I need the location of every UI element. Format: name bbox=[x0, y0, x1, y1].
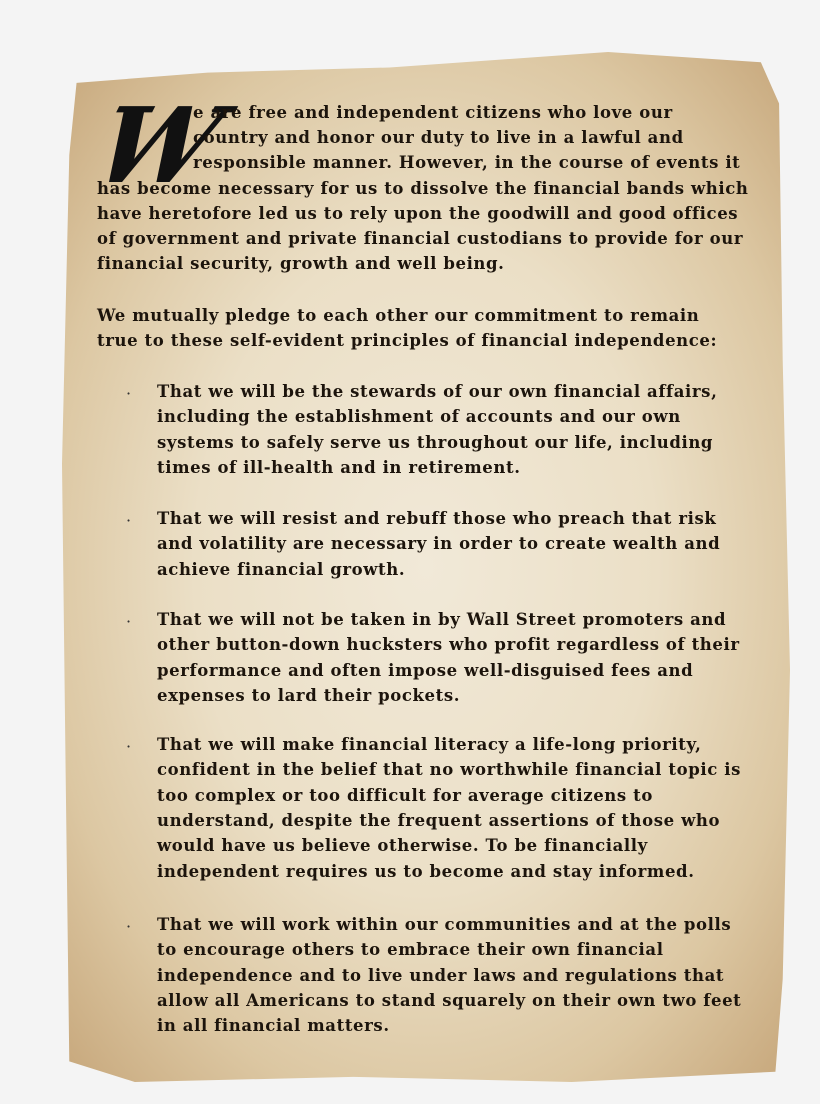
principle-line: independent requires us to become and stay informed. bbox=[157, 861, 695, 881]
principle-line: understand, despite the frequent assertions of those who bbox=[157, 810, 721, 830]
principle-line: would have us believe otherwise. To be financially bbox=[157, 836, 648, 856]
intro-line: e are free and independent citizens who love our bbox=[193, 103, 673, 122]
intro-line: responsible manner. However, in the course of events it bbox=[193, 153, 741, 173]
bullet-marker: · bbox=[126, 511, 132, 530]
bullet-marker: · bbox=[126, 917, 132, 936]
intro-line: country and honor our duty to live in a lawful and bbox=[193, 128, 684, 148]
principle-line: achieve financial growth. bbox=[157, 559, 406, 579]
principle-line: times of ill-health and in retirement. bbox=[157, 457, 521, 477]
bullet-marker: · bbox=[126, 384, 132, 403]
bullet-marker: · bbox=[126, 737, 132, 756]
principle-line: expenses to lard their pockets. bbox=[157, 685, 461, 705]
principle-line: in all financial matters. bbox=[157, 1016, 390, 1036]
principle-line: That we will work within our communities and at the polls bbox=[157, 915, 732, 934]
principle-line: That we will resist and rebuff those who preach that risk bbox=[157, 509, 717, 528]
principle-line: too complex or too difficult for average citizens to bbox=[157, 785, 653, 805]
principle-line: systems to safely serve us throughout our life, including bbox=[157, 432, 714, 452]
intro-line: of government and private financial custodians to provide for our bbox=[97, 229, 744, 248]
principle-line: other button-down hucksters who profit regardless of their bbox=[157, 635, 740, 655]
drop-cap: W bbox=[80, 84, 237, 207]
intro-line: has become necessary for us to dissolve the financial bands which bbox=[97, 178, 749, 198]
intro-line: financial security, growth and well being. bbox=[97, 254, 505, 274]
principle-line: allow all Americans to stand squarely on their own two feet bbox=[157, 990, 742, 1010]
principle-line: confident in the belief that no worthwhile financial topic is bbox=[157, 760, 741, 780]
principle-line: That we will be the stewards of our own financial affairs, bbox=[157, 382, 718, 401]
pledge-line: true to these self-evident principles of financial independence: bbox=[97, 331, 718, 351]
principle-line: performance and often impose well-disguised fees and bbox=[157, 660, 694, 680]
principle-line: including the establishment of accounts and our own bbox=[157, 407, 681, 427]
bullet-marker: · bbox=[126, 612, 132, 631]
principle-line: That we will make financial literacy a life-long priority, bbox=[157, 735, 702, 754]
principle-line: to encourage others to embrace their own financial bbox=[157, 940, 664, 960]
intro-line: have heretofore led us to rely upon the goodwill and good offices bbox=[97, 203, 739, 223]
principle-line: That we will not be taken in by Wall Street promoters and bbox=[157, 610, 727, 629]
principle-line: and volatility are necessary in order to create wealth and bbox=[157, 534, 721, 554]
principle-line: independence and to live under laws and regulations that bbox=[157, 965, 725, 985]
pledge-line: We mutually pledge to each other our commitment to remain bbox=[97, 306, 700, 325]
